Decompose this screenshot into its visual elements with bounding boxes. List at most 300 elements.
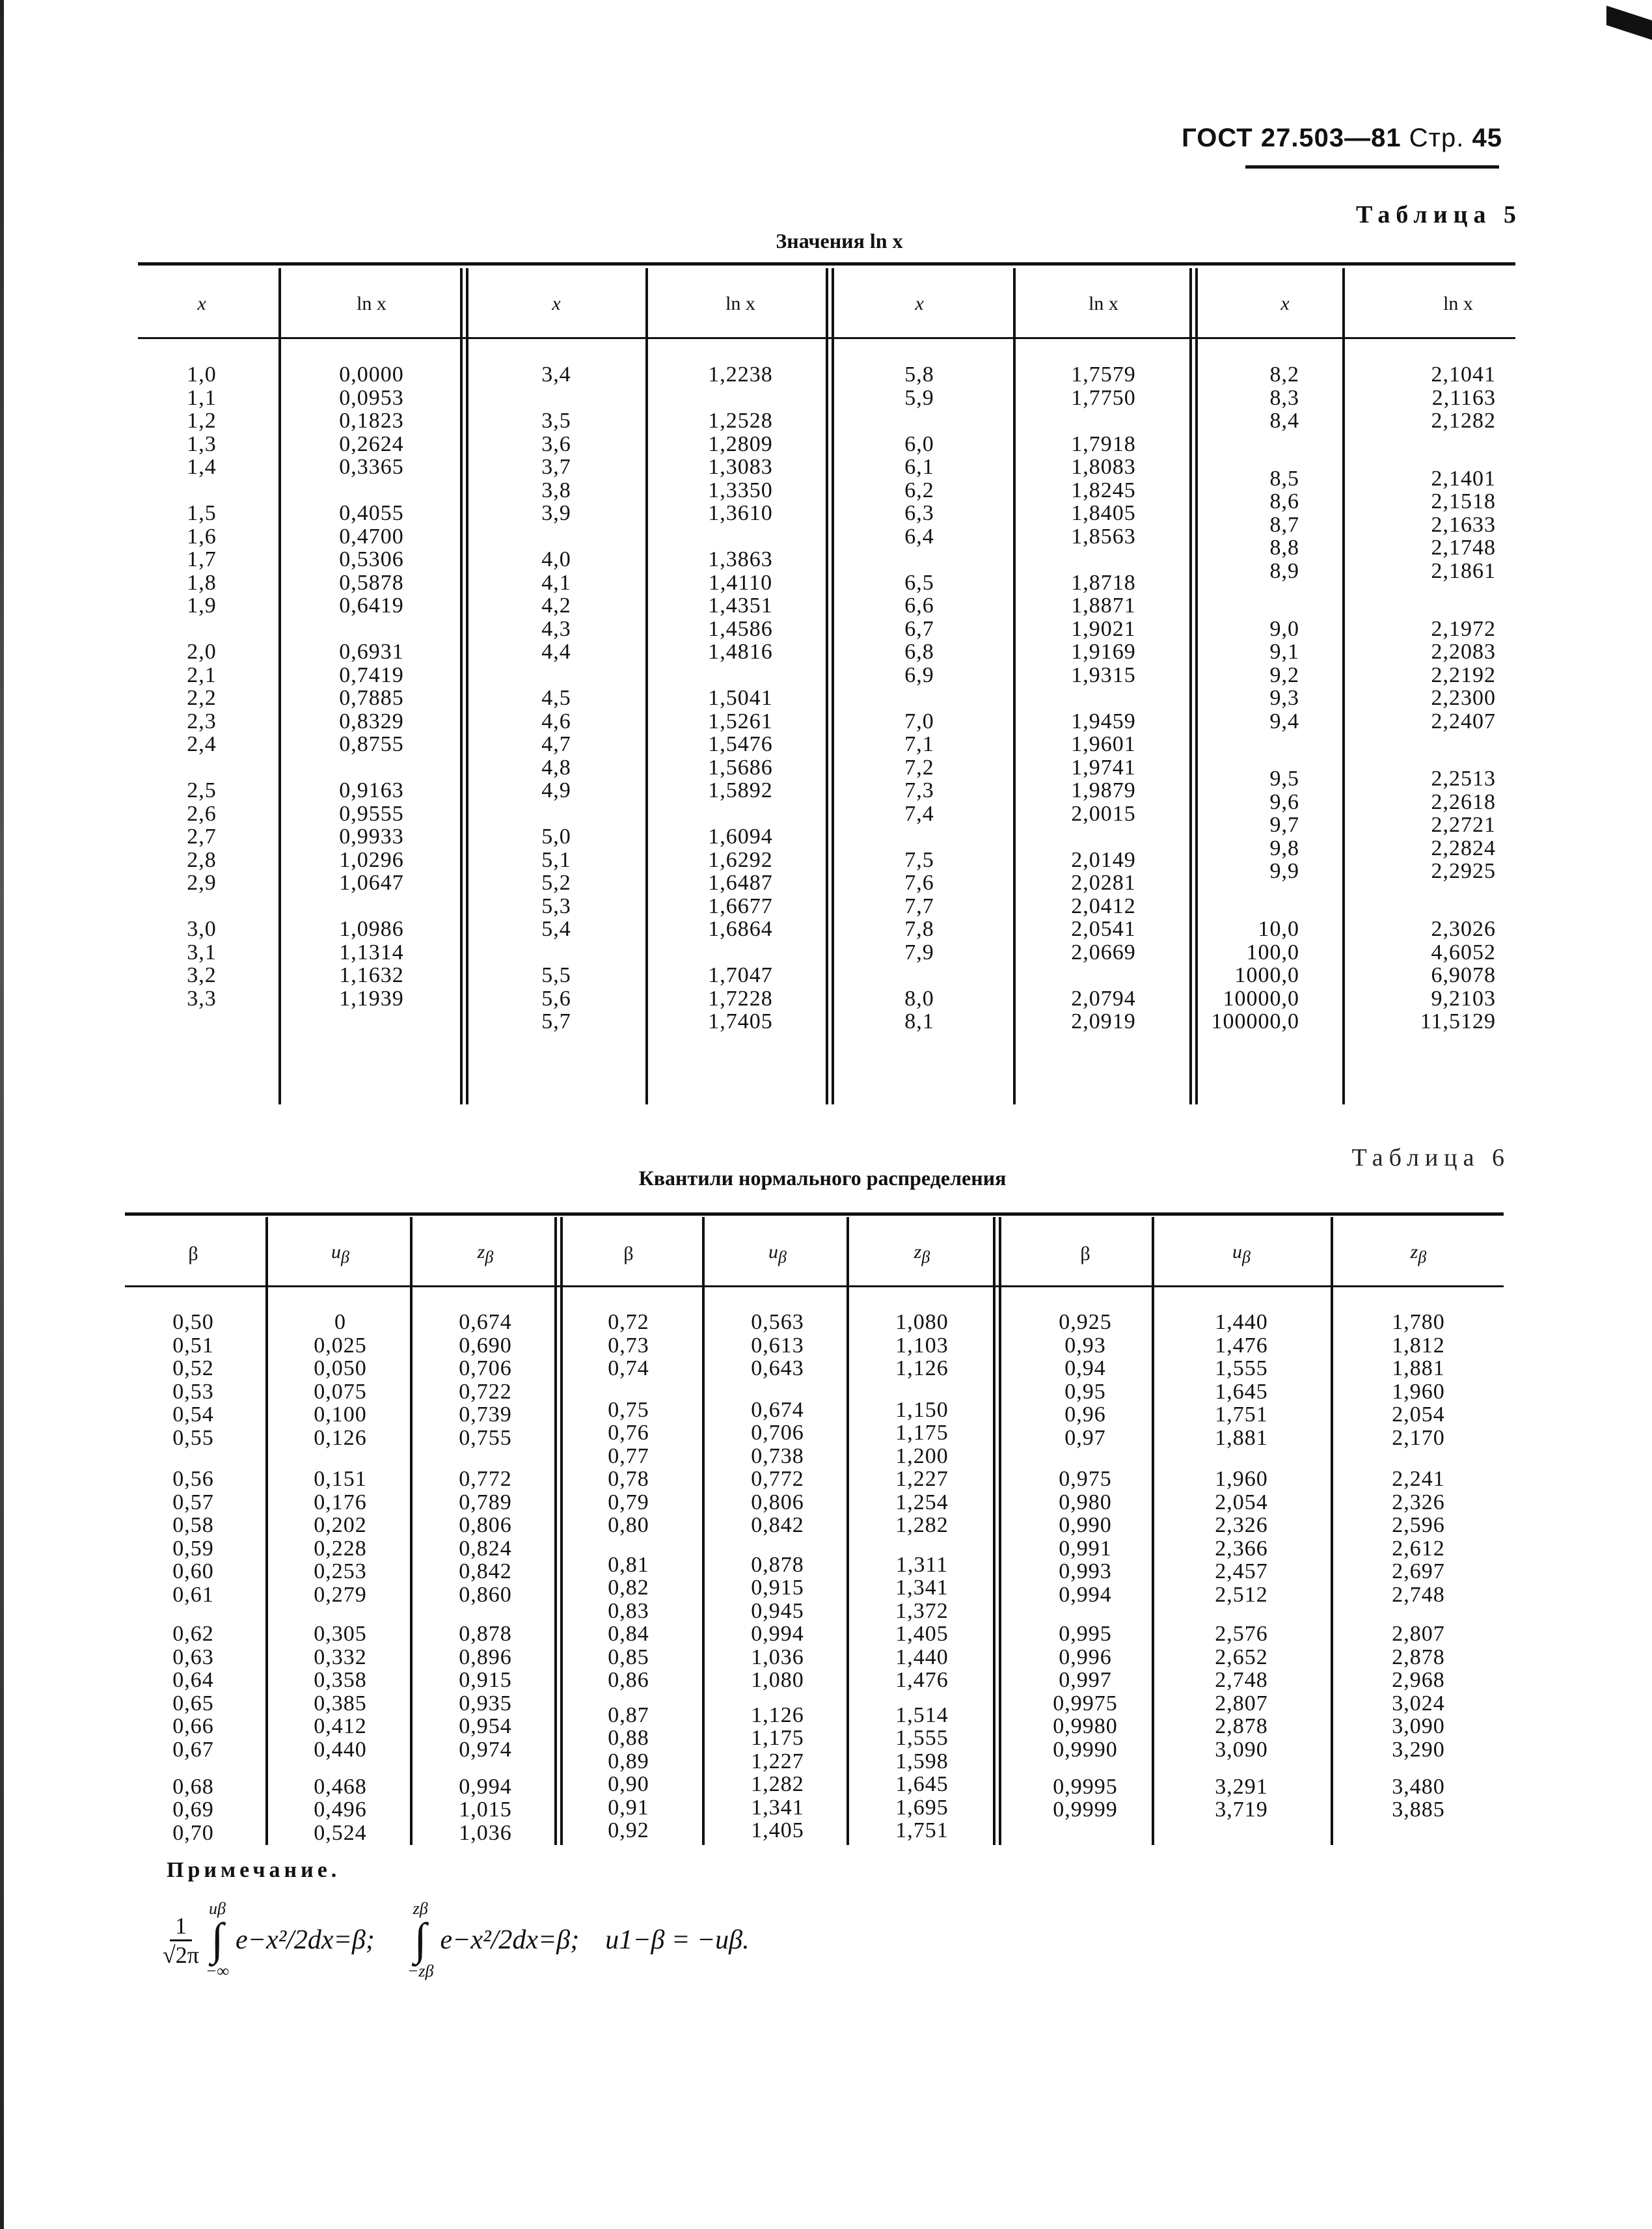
ln-x-value: 1,8718 — [1071, 570, 1136, 595]
z-beta-value: 1,812 — [1392, 1333, 1445, 1358]
table6-column-divider — [702, 1217, 705, 1845]
ln-x-value: 1,5686 — [708, 755, 773, 780]
x-value: 5,4 — [541, 917, 571, 941]
x-value: 2,7 — [187, 825, 217, 849]
z-beta-value: 3,290 — [1392, 1737, 1445, 1762]
ln-x-value: 1,2809 — [708, 431, 773, 456]
u-beta-value: 1,175 — [751, 1726, 804, 1750]
table5-column-divider — [1342, 268, 1345, 1104]
column-header-z-beta: $z_\beta$ — [477, 1241, 494, 1266]
u-beta-value: 1,282 — [751, 1772, 804, 1796]
beta-value: 0,69 — [172, 1798, 214, 1822]
u-beta-value: 0,075 — [314, 1379, 367, 1404]
ln-x-value: 2,1748 — [1431, 536, 1496, 560]
ln-x-value: 1,6677 — [708, 894, 773, 918]
subscript-beta: β — [341, 1248, 349, 1266]
x-value: 5,3 — [541, 894, 571, 918]
u-beta-value: 1,341 — [751, 1795, 804, 1820]
u-beta-value: 1,645 — [1215, 1379, 1268, 1404]
subscript-beta: β — [1418, 1248, 1427, 1266]
beta-value: 0,67 — [172, 1737, 214, 1762]
table6-column-divider — [410, 1217, 413, 1845]
u-beta-value: 0,738 — [751, 1443, 804, 1468]
x-value: 2,9 — [187, 871, 217, 895]
ln-x-value: 2,0412 — [1071, 894, 1136, 918]
u-beta-value: 3,719 — [1215, 1798, 1268, 1822]
beta-value: 0,980 — [1059, 1490, 1112, 1514]
beta-value: 0,85 — [608, 1645, 649, 1669]
u-beta-value: 0,643 — [751, 1356, 804, 1380]
x-value: 4,2 — [541, 594, 571, 618]
x-value: 4,6 — [541, 709, 571, 733]
u-beta-value: 0,772 — [751, 1467, 804, 1492]
u-beta-value: 0,176 — [314, 1490, 367, 1514]
z-beta-value: 1,311 — [895, 1552, 949, 1577]
u-beta-value: 2,366 — [1215, 1536, 1268, 1561]
ln-x-value: 2,1401 — [1431, 466, 1496, 491]
u-beta-value: 2,807 — [1215, 1691, 1268, 1716]
ln-x-value: 1,3083 — [708, 455, 773, 479]
z-beta-value: 1,476 — [895, 1668, 949, 1693]
u-beta-value: 0,994 — [751, 1622, 804, 1647]
z-beta-value: 1,150 — [895, 1397, 949, 1422]
beta-value: 0,68 — [172, 1774, 214, 1799]
beta-value: 0,9975 — [1053, 1691, 1118, 1716]
z-beta-value: 0,954 — [459, 1714, 512, 1739]
z-beta-value: 0,722 — [459, 1379, 512, 1404]
table5-title: Значения ln x — [776, 229, 903, 253]
x-value: 8,7 — [1269, 512, 1299, 537]
z-beta-value: 1,372 — [895, 1598, 949, 1623]
x-value: 2,6 — [187, 801, 217, 826]
u-beta-value: 0,440 — [314, 1737, 367, 1762]
beta-value: 0,53 — [172, 1379, 214, 1404]
beta-value: 0,79 — [608, 1490, 649, 1514]
ln-x-value: 1,7228 — [708, 986, 773, 1011]
subscript-beta: β — [1242, 1248, 1251, 1266]
ln-x-value: 1,6292 — [708, 847, 773, 872]
z-beta-value: 0,772 — [459, 1467, 512, 1492]
u-beta-value: 0,468 — [314, 1774, 367, 1799]
x-value: 1,8 — [187, 570, 217, 595]
z-beta-value: 0,706 — [459, 1356, 512, 1380]
x-value: 6,2 — [904, 478, 934, 502]
x-value: 6,5 — [904, 570, 934, 595]
u-beta-value: 0,358 — [314, 1668, 367, 1693]
z-beta-value: 2,878 — [1392, 1645, 1445, 1669]
z-beta-value: 1,598 — [895, 1749, 949, 1773]
x-value: 5,1 — [541, 847, 571, 872]
column-header-u-beta: $u_\beta$ — [768, 1241, 787, 1266]
x-value: 3,8 — [541, 478, 571, 502]
z-beta-value: 1,282 — [895, 1513, 949, 1538]
table6-title: Квантили нормального распределения — [638, 1166, 1007, 1190]
z-beta-value: 2,326 — [1392, 1490, 1445, 1514]
ln-x-value: 1,5261 — [708, 709, 773, 733]
ln-x-value: 2,0015 — [1071, 801, 1136, 826]
x-value: 6,3 — [904, 501, 934, 525]
fraction — [163, 1912, 199, 1969]
z-beta-value: 2,054 — [1392, 1402, 1445, 1427]
x-value: 7,5 — [904, 847, 934, 872]
u-beta-value: 2,512 — [1215, 1582, 1268, 1607]
integral-1: uβ ∫ −∞ — [205, 1899, 230, 1980]
u-beta-value: 1,126 — [751, 1703, 804, 1727]
z-beta-value: 1,200 — [895, 1443, 949, 1468]
x-value: 5,9 — [904, 385, 934, 410]
ln-x-value: 11,5129 — [1420, 1009, 1496, 1033]
beta-value: 0,975 — [1059, 1467, 1112, 1492]
table5-column-divider — [1013, 268, 1016, 1104]
x-value: 1,9 — [187, 594, 217, 618]
beta-value: 0,9999 — [1053, 1798, 1118, 1822]
u-beta-value: 0,305 — [314, 1622, 367, 1647]
z-beta-value: 3,024 — [1392, 1691, 1445, 1716]
x-value: 10000,0 — [1223, 986, 1299, 1011]
x-value: 9,0 — [1269, 616, 1299, 641]
u-beta-value: 3,090 — [1215, 1737, 1268, 1762]
x-value: 1,2 — [187, 409, 217, 433]
column-header-ln-x: ln x — [1443, 293, 1473, 314]
x-value: 6,8 — [904, 640, 934, 664]
ln-x-value: 1,1939 — [339, 986, 404, 1011]
column-header-ln-x: ln x — [725, 293, 755, 314]
beta-value: 0,997 — [1059, 1668, 1112, 1693]
beta-value: 0,87 — [608, 1703, 649, 1727]
x-value: 7,4 — [904, 801, 934, 826]
beta-value: 0,74 — [608, 1356, 649, 1380]
ln-x-value: 0,0953 — [339, 385, 404, 410]
z-beta-value: 1,881 — [1392, 1356, 1445, 1380]
beta-value: 0,89 — [608, 1749, 649, 1773]
beta-value: 0,56 — [172, 1467, 214, 1492]
u-beta-value: 2,576 — [1215, 1622, 1268, 1647]
x-value: 8,1 — [904, 1009, 934, 1033]
ln-x-value: 0,0000 — [339, 362, 404, 387]
u-beta-value: 1,440 — [1215, 1310, 1268, 1334]
x-value: 4,0 — [541, 547, 571, 571]
table6-column-divider — [265, 1217, 268, 1845]
z-beta-value: 1,405 — [895, 1622, 949, 1647]
beta-value: 0,61 — [172, 1582, 214, 1607]
ln-x-value: 1,9879 — [1071, 778, 1136, 802]
column-header-ln-x: ln x — [1089, 293, 1118, 314]
u-beta-value: 0,674 — [751, 1397, 804, 1422]
ln-x-value: 1,8563 — [1071, 524, 1136, 549]
x-value: 2,1 — [187, 663, 217, 687]
z-beta-value: 2,807 — [1392, 1622, 1445, 1647]
z-beta-value: 0,789 — [459, 1490, 512, 1514]
beta-value: 0,90 — [608, 1772, 649, 1796]
beta-value: 0,77 — [608, 1443, 649, 1468]
page-number: 45 — [1472, 124, 1502, 152]
subscript-beta: β — [485, 1248, 494, 1266]
u-beta-value: 0,385 — [314, 1691, 367, 1716]
x-value: 8,4 — [1269, 409, 1299, 433]
table5-column-divider — [1195, 268, 1198, 1104]
x-value: 9,2 — [1269, 663, 1299, 687]
ln-x-value: 2,1633 — [1431, 512, 1496, 537]
table5-column-divider — [460, 268, 463, 1104]
ln-x-value: 1,7918 — [1071, 431, 1136, 456]
ln-x-value: 2,0281 — [1071, 871, 1136, 895]
z-beta-value: 1,254 — [895, 1490, 949, 1514]
table5-column-divider — [832, 268, 834, 1104]
u-beta-value: 1,555 — [1215, 1356, 1268, 1380]
page-label: Стр. — [1409, 124, 1465, 152]
beta-value: 0,64 — [172, 1668, 214, 1693]
z-beta-value: 0,755 — [459, 1425, 512, 1450]
beta-value: 0,86 — [608, 1668, 649, 1693]
x-value: 1,7 — [187, 547, 217, 571]
u-beta-value: 0,279 — [314, 1582, 367, 1607]
beta-value: 0,88 — [608, 1726, 649, 1750]
x-value: 9,1 — [1269, 640, 1299, 664]
u-beta-value: 0,228 — [314, 1536, 367, 1561]
beta-value: 0,9980 — [1053, 1714, 1118, 1739]
z-beta-value: 2,241 — [1392, 1467, 1445, 1492]
x-value: 7,2 — [904, 755, 934, 780]
z-beta-value: 0,915 — [459, 1668, 512, 1693]
beta-value: 0,994 — [1059, 1582, 1112, 1607]
scan-corner — [1606, 6, 1652, 40]
ln-x-value: 4,6052 — [1431, 940, 1496, 964]
column-header-x: x — [197, 293, 206, 314]
z-beta-value: 3,480 — [1392, 1774, 1445, 1799]
ln-x-value: 2,2192 — [1431, 663, 1496, 687]
column-header-u-beta: $u_\beta$ — [1232, 1241, 1251, 1266]
beta-value: 0,80 — [608, 1513, 649, 1538]
ln-x-value: 1,5476 — [708, 732, 773, 756]
beta-value: 0,60 — [172, 1559, 214, 1584]
beta-value: 0,91 — [608, 1795, 649, 1820]
x-value: 7,6 — [904, 871, 934, 895]
x-value: 4,7 — [541, 732, 571, 756]
ln-x-value: 0,6419 — [339, 594, 404, 618]
ln-x-value: 1,3610 — [708, 501, 773, 525]
beta-value: 0,84 — [608, 1622, 649, 1647]
ln-x-value: 1,6487 — [708, 871, 773, 895]
column-header-beta: β — [1080, 1243, 1090, 1265]
column-header-x: x — [1280, 293, 1290, 314]
x-value: 3,2 — [187, 963, 217, 987]
ln-x-value: 2,1163 — [1431, 385, 1496, 410]
ln-x-value: 1,8871 — [1071, 594, 1136, 618]
x-value: 7,8 — [904, 917, 934, 941]
beta-value: 0,66 — [172, 1714, 214, 1739]
x-value: 5,2 — [541, 871, 571, 895]
z-beta-value: 0,935 — [459, 1691, 512, 1716]
x-value: 4,8 — [541, 755, 571, 780]
z-beta-value: 2,697 — [1392, 1559, 1445, 1584]
ln-x-value: 0,8329 — [339, 709, 404, 733]
beta-value: 0,83 — [608, 1598, 649, 1623]
x-value: 7,0 — [904, 709, 934, 733]
fraction-denominator: √2π — [163, 1941, 199, 1968]
subscript-beta: β — [778, 1248, 787, 1266]
beta-value: 0,51 — [172, 1333, 214, 1358]
ln-x-value: 0,5306 — [339, 547, 404, 571]
beta-value: 0,9995 — [1053, 1774, 1118, 1799]
standard-number: ГОСТ 27.503—81 — [1182, 124, 1401, 152]
table5-label: Таблица 5 — [1355, 201, 1522, 228]
table5-column-divider — [278, 268, 281, 1104]
u-beta-value: 0,151 — [314, 1467, 367, 1492]
u-beta-value: 0,842 — [751, 1513, 804, 1538]
z-beta-value: 1,751 — [895, 1818, 949, 1842]
u-beta-value: 0,563 — [751, 1310, 804, 1334]
x-value: 8,0 — [904, 986, 934, 1011]
ln-x-value: 1,8245 — [1071, 478, 1136, 502]
table6-column-divider — [1152, 1217, 1154, 1845]
beta-value: 0,52 — [172, 1356, 214, 1380]
x-value: 5,6 — [541, 986, 571, 1011]
u-beta-value: 2,457 — [1215, 1559, 1268, 1584]
table6-top-rule — [125, 1212, 1504, 1216]
z-beta-value: 2,612 — [1392, 1536, 1445, 1561]
z-beta-value: 1,645 — [895, 1772, 949, 1796]
z-beta-value: 1,440 — [895, 1645, 949, 1669]
beta-value: 0,63 — [172, 1645, 214, 1669]
ln-x-value: 1,9459 — [1071, 709, 1136, 733]
ln-x-value: 1,3863 — [708, 547, 773, 571]
x-value: 4,5 — [541, 686, 571, 710]
note-title: Примечание. — [167, 1858, 341, 1882]
ln-x-value: 2,1041 — [1431, 362, 1496, 387]
z-beta-value: 1,103 — [895, 1333, 949, 1358]
z-beta-value: 1,341 — [895, 1576, 949, 1600]
ln-x-value: 1,0986 — [339, 917, 404, 941]
ln-x-value: 1,8083 — [1071, 455, 1136, 479]
ln-x-value: 1,9601 — [1071, 732, 1136, 756]
u-beta-value: 2,878 — [1215, 1714, 1268, 1739]
x-value: 6,9 — [904, 663, 934, 687]
ln-x-value: 2,1282 — [1431, 409, 1496, 433]
x-value: 9,7 — [1269, 813, 1299, 838]
ln-x-value: 1,7405 — [708, 1009, 773, 1033]
x-value: 6,0 — [904, 431, 934, 456]
ln-x-value: 1,0647 — [339, 871, 404, 895]
z-beta-value: 0,806 — [459, 1513, 512, 1538]
ln-x-value: 6,9078 — [1431, 963, 1496, 987]
ln-x-value: 1,7047 — [708, 963, 773, 987]
z-beta-value: 0,994 — [459, 1774, 512, 1799]
x-value: 6,7 — [904, 616, 934, 641]
u-beta-value: 0,126 — [314, 1425, 367, 1450]
beta-value: 0,996 — [1059, 1645, 1112, 1669]
ln-x-value: 1,4586 — [708, 616, 773, 641]
ln-x-value: 1,5892 — [708, 778, 773, 802]
u-beta-value: 0,945 — [751, 1598, 804, 1623]
z-beta-value: 1,695 — [895, 1795, 949, 1820]
ln-x-value: 0,3365 — [339, 455, 404, 479]
z-beta-value: 0,674 — [459, 1310, 512, 1334]
table5-top-rule — [138, 262, 1515, 266]
integral-lower-limit: −zβ — [407, 1962, 434, 1980]
x-value: 3,5 — [541, 409, 571, 433]
x-value: 6,6 — [904, 594, 934, 618]
z-beta-value: 0,690 — [459, 1333, 512, 1358]
u-beta-value: 0,332 — [314, 1645, 367, 1669]
z-beta-value: 1,015 — [459, 1798, 512, 1822]
x-value: 2,8 — [187, 847, 217, 872]
ln-x-value: 0,5878 — [339, 570, 404, 595]
integral-lower-limit: −∞ — [205, 1962, 230, 1980]
x-value: 9,5 — [1269, 767, 1299, 791]
z-beta-value: 0,860 — [459, 1582, 512, 1607]
beta-value: 0,50 — [172, 1310, 214, 1334]
beta-value: 0,95 — [1064, 1379, 1106, 1404]
table5-column-divider — [826, 268, 828, 1104]
beta-value: 0,76 — [608, 1421, 649, 1445]
table6-column-divider — [993, 1217, 995, 1845]
ln-x-value: 0,4700 — [339, 524, 404, 549]
beta-value: 0,995 — [1059, 1622, 1112, 1647]
x-value: 1,5 — [187, 501, 217, 525]
x-value: 3,1 — [187, 940, 217, 964]
x-value: 1,6 — [187, 524, 217, 549]
table5-column-divider — [466, 268, 468, 1104]
u-beta-value: 0,412 — [314, 1714, 367, 1739]
x-value: 1000,0 — [1234, 963, 1299, 987]
beta-value: 0,925 — [1059, 1310, 1112, 1334]
table5-column-divider — [1189, 268, 1192, 1104]
column-header-z-beta: $z_\beta$ — [914, 1241, 930, 1266]
x-value: 3,9 — [541, 501, 571, 525]
x-value: 3,4 — [541, 362, 571, 387]
column-header-ln-x: ln x — [357, 293, 386, 314]
beta-value: 0,993 — [1059, 1559, 1112, 1584]
u-beta-value: 1,751 — [1215, 1402, 1268, 1427]
ln-x-value: 1,9021 — [1071, 616, 1136, 641]
ln-x-value: 0,8755 — [339, 732, 404, 756]
ln-x-value: 1,5041 — [708, 686, 773, 710]
x-value: 4,9 — [541, 778, 571, 802]
column-header-x: x — [552, 293, 561, 314]
beta-value: 0,97 — [1064, 1425, 1106, 1450]
x-value: 2,5 — [187, 778, 217, 802]
ln-x-value: 1,3350 — [708, 478, 773, 502]
ln-x-value: 0,1823 — [339, 409, 404, 433]
ln-x-value: 1,9741 — [1071, 755, 1136, 780]
ln-x-value: 2,2513 — [1431, 767, 1496, 791]
ln-x-value: 2,2407 — [1431, 709, 1496, 733]
ln-x-value: 2,2300 — [1431, 686, 1496, 710]
ln-x-value: 2,0149 — [1071, 847, 1136, 872]
beta-value: 0,54 — [172, 1402, 214, 1427]
z-beta-value: 1,227 — [895, 1467, 949, 1492]
x-value: 10,0 — [1258, 917, 1299, 941]
z-beta-value: 1,126 — [895, 1356, 949, 1380]
u-beta-value: 0,100 — [314, 1402, 367, 1427]
z-beta-value: 0,739 — [459, 1402, 512, 1427]
beta-value: 0,73 — [608, 1333, 649, 1358]
u-beta-value: 0 — [334, 1310, 346, 1334]
ln-x-value: 0,2624 — [339, 431, 404, 456]
x-value: 9,9 — [1269, 859, 1299, 884]
u-beta-value: 2,054 — [1215, 1490, 1268, 1514]
ln-x-value: 0,7885 — [339, 686, 404, 710]
beta-value: 0,70 — [172, 1820, 214, 1845]
integrand-1: e−x²/2dx=β; — [236, 1925, 375, 1955]
x-value: 2,4 — [187, 732, 217, 756]
x-value: 5,7 — [541, 1009, 571, 1033]
table6-column-divider — [560, 1217, 563, 1845]
table6-column-divider — [554, 1217, 557, 1845]
beta-value: 0,72 — [608, 1310, 649, 1334]
beta-value: 0,81 — [608, 1552, 649, 1577]
column-header-beta: β — [623, 1243, 634, 1265]
